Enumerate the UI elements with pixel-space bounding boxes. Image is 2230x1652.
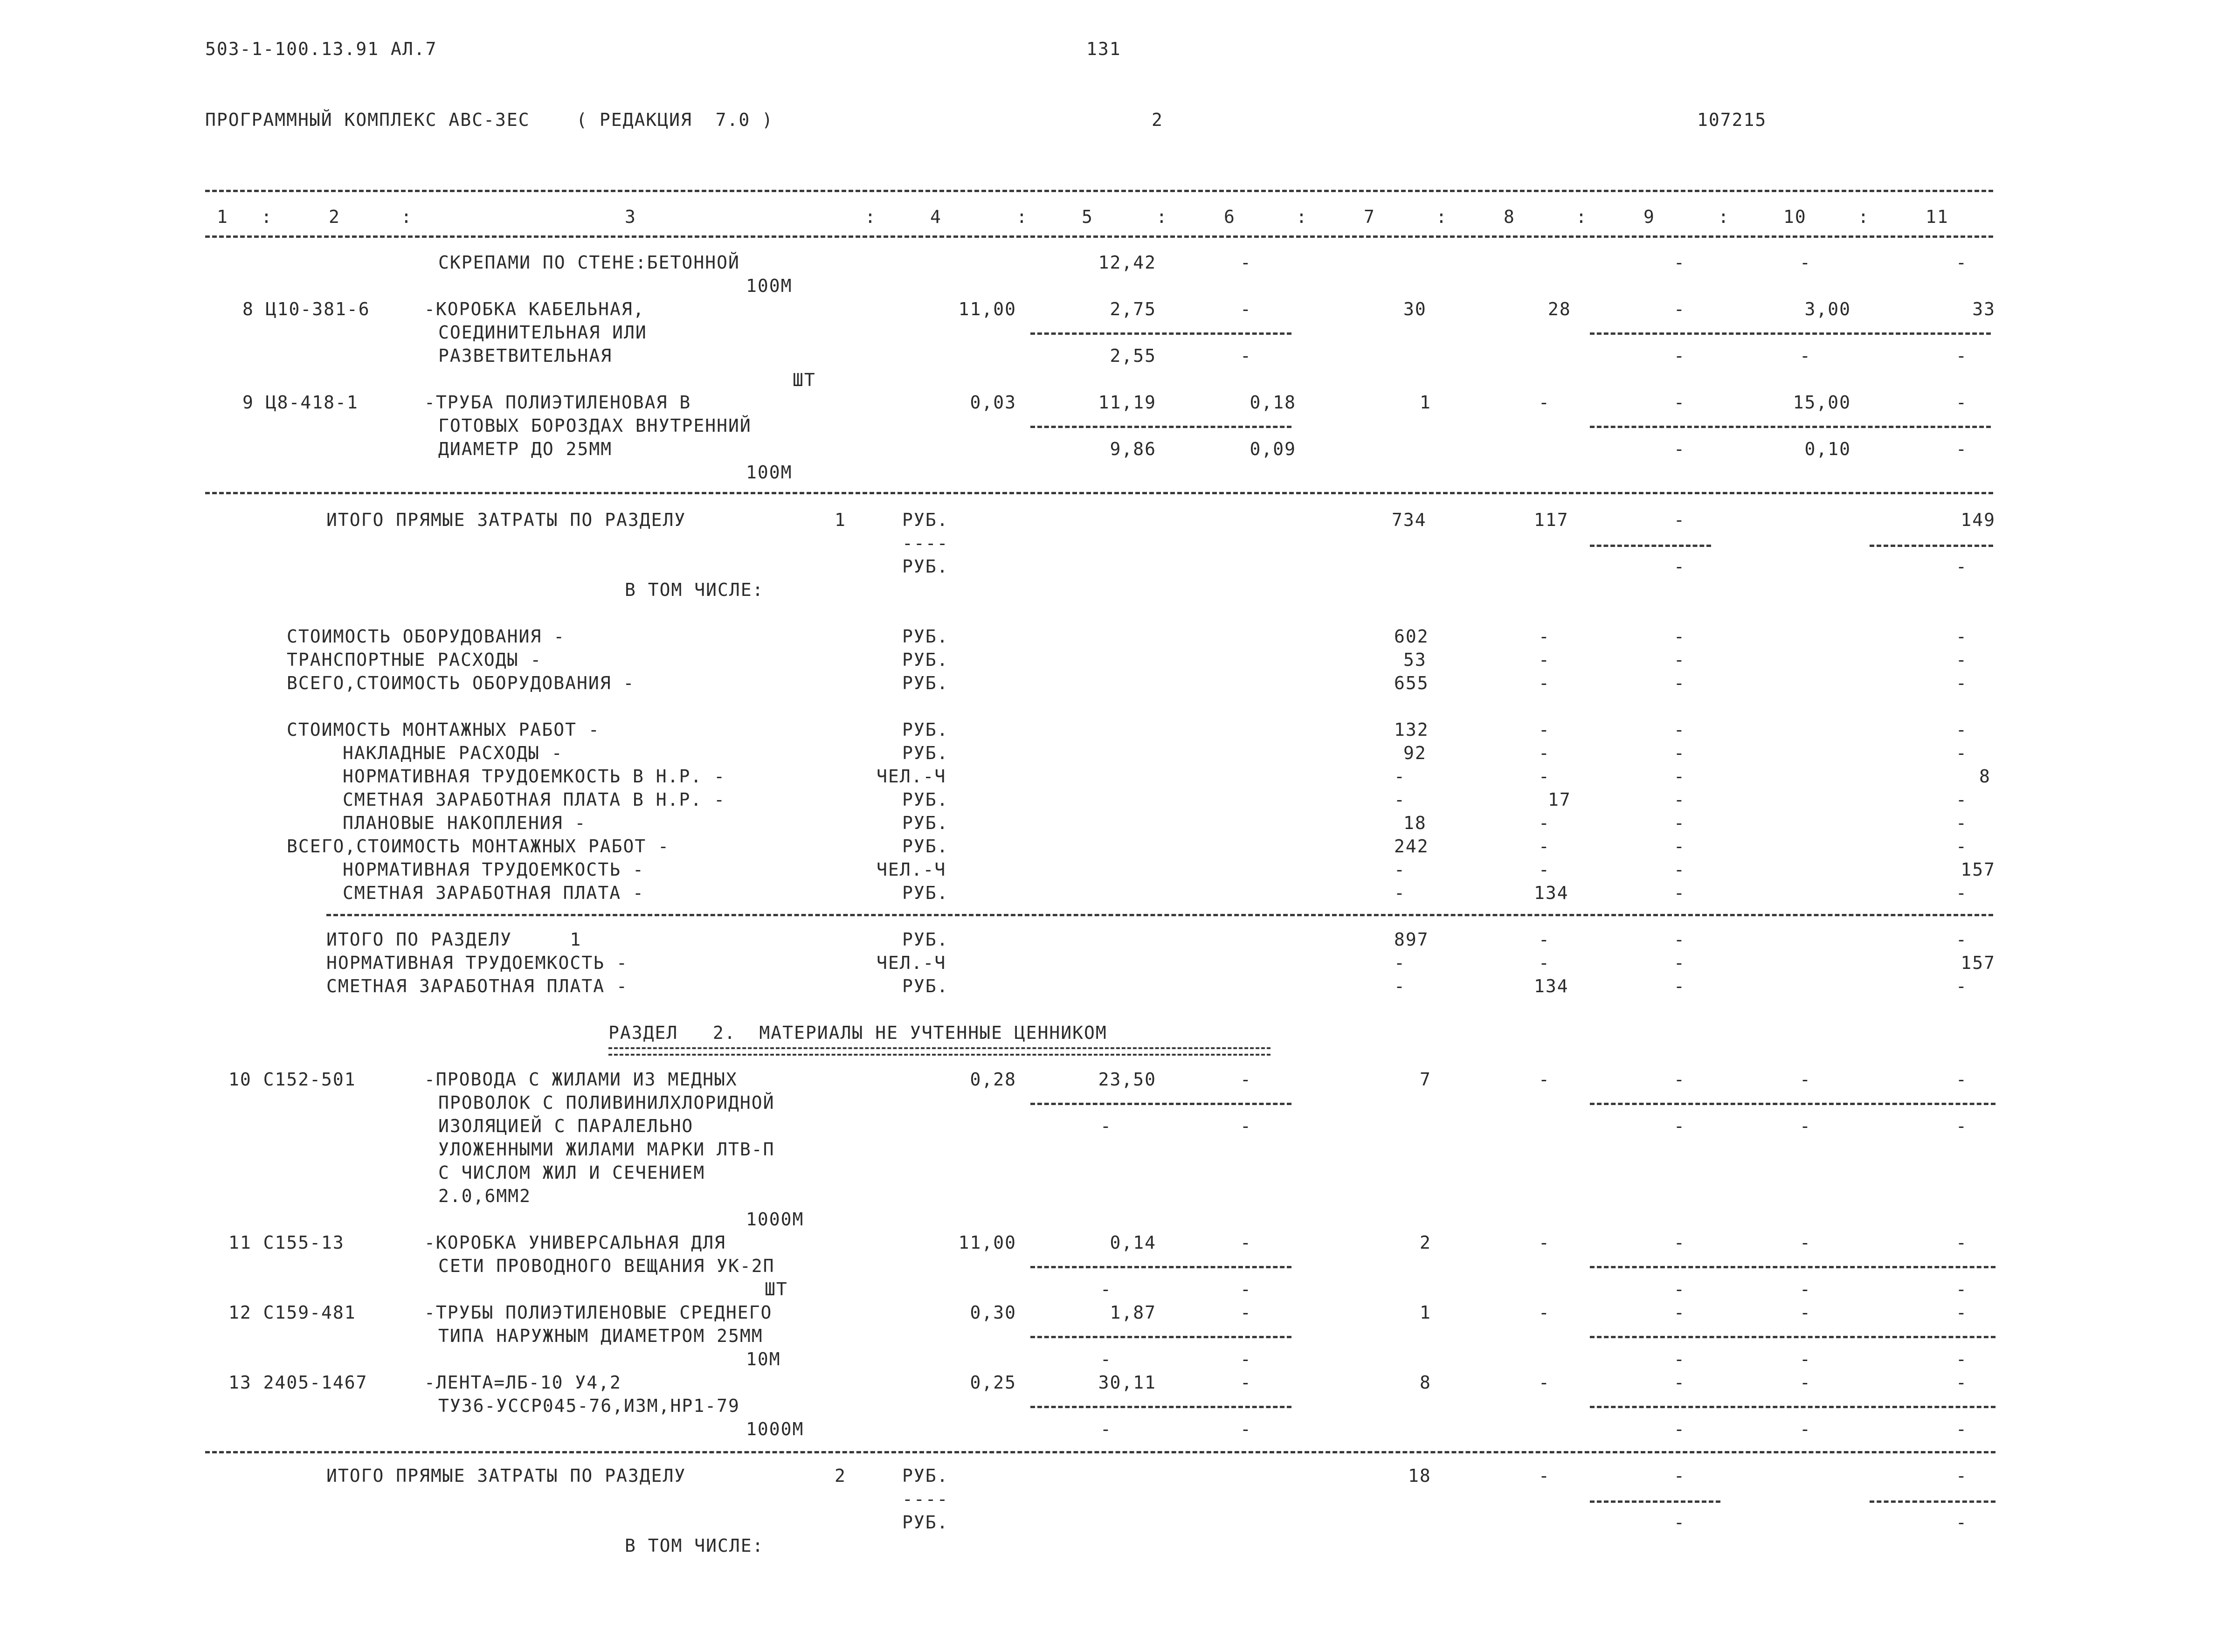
cell-col10: - bbox=[1800, 1419, 1811, 1439]
breakdown-label: ВСЕГО,СТОИМОСТЬ ОБОРУДОВАНИЯ - bbox=[287, 673, 635, 693]
cell-col8: - bbox=[1539, 953, 1550, 973]
cell-col9: - bbox=[1674, 953, 1685, 973]
column-number: 8 bbox=[1504, 207, 1515, 227]
estimate-code: 107215 bbox=[1697, 110, 1767, 130]
cell-col5: 0,14 bbox=[1110, 1232, 1156, 1253]
cell-col8: - bbox=[1539, 392, 1550, 413]
cell-col5: - bbox=[1100, 1279, 1112, 1299]
cell-col9: - bbox=[1674, 929, 1685, 950]
cell-col4: 0,28 bbox=[970, 1069, 1016, 1090]
column-separator: : bbox=[261, 207, 273, 227]
cell-col9: - bbox=[1674, 673, 1685, 693]
item-description: -ТРУБЫ ПОЛИЭТИЛЕНОВЫЕ СРЕДНЕГО bbox=[424, 1302, 773, 1323]
cell-col11: - bbox=[1956, 1232, 1968, 1253]
cell-col8: - bbox=[1539, 1302, 1550, 1323]
cell-col7: 30 bbox=[1403, 299, 1427, 319]
cell-col7: 1 bbox=[1420, 1302, 1431, 1323]
subtotal-rule bbox=[1590, 545, 1711, 547]
cell-col9: - bbox=[1674, 789, 1685, 810]
item-description: ИЗОЛЯЦИЕЙ С ПАРАЛЕЛЬНО bbox=[438, 1116, 694, 1136]
section-rule bbox=[326, 914, 1993, 916]
cell-col9: - bbox=[1674, 439, 1685, 459]
cell-col11: 149 bbox=[1961, 510, 1995, 530]
item-description: СКРЕПАМИ ПО СТЕНЕ:БЕТОННОЙ bbox=[438, 252, 740, 273]
cell-col9: - bbox=[1674, 743, 1685, 763]
item-number-code: 12 С159-481 bbox=[228, 1302, 356, 1323]
cell-col7: 18 bbox=[1403, 813, 1427, 833]
item-number-code: 10 С152-501 bbox=[228, 1069, 356, 1090]
column-number: 2 bbox=[329, 207, 340, 227]
cell-col9: - bbox=[1674, 813, 1685, 833]
cell-col10: - bbox=[1800, 1349, 1811, 1369]
column-separator: : bbox=[1858, 207, 1870, 227]
unit-label: РУБ. bbox=[902, 883, 949, 903]
breakdown-label: ВСЕГО,СТОИМОСТЬ МОНТАЖНЫХ РАБОТ - bbox=[287, 836, 670, 857]
unit-label: РУБ. bbox=[902, 1512, 949, 1533]
cell-col6: - bbox=[1240, 1349, 1252, 1369]
section-number: 2 bbox=[835, 1465, 846, 1486]
cell-col4: 0,03 bbox=[970, 392, 1016, 413]
cell-col11: - bbox=[1956, 1279, 1968, 1299]
cell-col9: - bbox=[1674, 1069, 1685, 1090]
column-number: 4 bbox=[930, 207, 942, 227]
cell-col10: - bbox=[1800, 1279, 1811, 1299]
cell-col6: - bbox=[1240, 299, 1252, 319]
item-unit: 10М bbox=[746, 1349, 781, 1369]
cell-col11: - bbox=[1956, 1372, 1968, 1393]
cell-col11: 157 bbox=[1961, 859, 1995, 880]
cell-col10: - bbox=[1800, 1302, 1811, 1323]
page-number: 131 bbox=[1086, 39, 1121, 59]
column-number: 1 bbox=[217, 207, 228, 227]
unit-label: РУБ. bbox=[902, 673, 949, 693]
subtotal-rule bbox=[1030, 1103, 1291, 1105]
column-separator: : bbox=[1436, 207, 1448, 227]
item-description: -ТРУБА ПОЛИЭТИЛЕНОВАЯ В bbox=[424, 392, 691, 413]
cell-col7: 602 bbox=[1394, 626, 1429, 647]
breakdown-label: ТРАНСПОРТНЫЕ РАСХОДЫ - bbox=[287, 650, 542, 670]
cell-col11: - bbox=[1956, 556, 1968, 577]
breakdown-label: СТОИМОСТЬ ОБОРУДОВАНИЯ - bbox=[287, 626, 566, 647]
unit-label: РУБ. bbox=[902, 556, 949, 577]
subtotal-rule bbox=[1590, 1336, 1995, 1338]
cell-col7: 655 bbox=[1394, 673, 1429, 693]
subtotal-rule bbox=[1590, 426, 1991, 428]
unit-label: РУБ. bbox=[902, 929, 949, 950]
item-description: СОЕДИНИТЕЛЬНАЯ ИЛИ bbox=[438, 322, 647, 343]
cell-col9: - bbox=[1674, 299, 1685, 319]
cell-col7: 897 bbox=[1394, 929, 1429, 950]
cell-col8: 134 bbox=[1534, 883, 1569, 903]
cell-col6: - bbox=[1240, 1279, 1252, 1299]
subtotal-rule bbox=[1590, 1406, 1995, 1408]
cell-col7: 92 bbox=[1403, 743, 1427, 763]
cell-col9: - bbox=[1674, 510, 1685, 530]
item-description: -КОРОБКА КАБЕЛЬНАЯ, bbox=[424, 299, 645, 319]
column-separator: : bbox=[1016, 207, 1028, 227]
cell-col8: 17 bbox=[1548, 789, 1571, 810]
item-number-code: 9 Ц8-418-1 bbox=[242, 392, 359, 413]
cell-col7: 7 bbox=[1420, 1069, 1431, 1090]
column-separator: : bbox=[401, 207, 413, 227]
cell-col9: - bbox=[1674, 650, 1685, 670]
item-description: ДИАМЕТР ДО 25ММ bbox=[438, 439, 613, 459]
cell-col7: 242 bbox=[1394, 836, 1429, 857]
column-number: 3 bbox=[625, 207, 636, 227]
cell-col7: 8 bbox=[1420, 1372, 1431, 1393]
cell-col11: - bbox=[1956, 1069, 1968, 1090]
cell-col6: - bbox=[1240, 252, 1252, 273]
unit-label: ЧЕЛ.-Ч bbox=[877, 859, 946, 880]
cell-col11: - bbox=[1956, 1419, 1968, 1439]
cell-col11: - bbox=[1956, 743, 1968, 763]
cell-col4: 11,00 bbox=[958, 299, 1016, 319]
item-description: СЕТИ ПРОВОДНОГО ВЕЩАНИЯ УК-2П bbox=[438, 1256, 775, 1276]
item-unit: 100М bbox=[746, 462, 793, 483]
subtotal-rule bbox=[1870, 1500, 1995, 1503]
cell-col11: - bbox=[1956, 789, 1968, 810]
cell-col8: - bbox=[1539, 1232, 1550, 1253]
cell-col7: - bbox=[1394, 766, 1406, 787]
cell-col4: 0,30 bbox=[970, 1302, 1016, 1323]
cell-col7: - bbox=[1394, 953, 1406, 973]
cell-col6: - bbox=[1240, 1372, 1252, 1393]
cell-col6: - bbox=[1240, 1069, 1252, 1090]
item-description: 2.0,6ММ2 bbox=[438, 1186, 532, 1206]
cell-col9: - bbox=[1674, 859, 1685, 880]
cell-col7: - bbox=[1394, 789, 1406, 810]
cell-col10: - bbox=[1800, 252, 1811, 273]
cell-col8: - bbox=[1539, 650, 1550, 670]
cell-col11: - bbox=[1956, 626, 1968, 647]
cell-col11: - bbox=[1956, 346, 1968, 366]
cell-col7: 18 bbox=[1408, 1465, 1431, 1486]
total-label: СМЕТНАЯ ЗАРАБОТНАЯ ПЛАТА - bbox=[326, 976, 628, 996]
unit-label: РУБ. bbox=[902, 1465, 949, 1486]
column-separator: : bbox=[1296, 207, 1308, 227]
column-number: 6 bbox=[1224, 207, 1236, 227]
breakdown-label: СМЕТНАЯ ЗАРАБОТНАЯ ПЛАТА В Н.Р. - bbox=[343, 789, 725, 810]
column-number: 5 bbox=[1082, 207, 1093, 227]
cell-col9: - bbox=[1674, 556, 1685, 577]
cell-col9: - bbox=[1674, 1232, 1685, 1253]
section-number: 1 bbox=[835, 510, 846, 530]
column-separator: : bbox=[1718, 207, 1730, 227]
item-description: -ЛЕНТА=ЛБ-10 У4,2 bbox=[424, 1372, 621, 1393]
cell-col11: - bbox=[1956, 252, 1968, 273]
cell-col9: - bbox=[1674, 1512, 1685, 1533]
cell-col5: 2,55 bbox=[1110, 346, 1156, 366]
cell-col9: - bbox=[1674, 346, 1685, 366]
total-label: ИТОГО ПРЯМЫЕ ЗАТРАТЫ ПО РАЗДЕЛУ bbox=[326, 1465, 686, 1486]
cell-col7: - bbox=[1394, 976, 1406, 996]
cell-col10: 15,00 bbox=[1793, 392, 1851, 413]
cell-col7: 1 bbox=[1420, 392, 1431, 413]
section-title: РАЗДЕЛ 2. МАТЕРИАЛЫ НЕ УЧТЕННЫЕ ЦЕННИКОМ bbox=[608, 1023, 1107, 1043]
unit-label: РУБ. bbox=[902, 743, 949, 763]
breakdown-label: НАКЛАДНЫЕ РАСХОДЫ - bbox=[343, 743, 563, 763]
cell-col11: - bbox=[1956, 1349, 1968, 1369]
cell-col9: - bbox=[1674, 1116, 1685, 1136]
item-description: -ПРОВОДА С ЖИЛАМИ ИЗ МЕДНЫХ bbox=[424, 1069, 738, 1090]
section-rule bbox=[205, 492, 1993, 494]
cell-col8: 28 bbox=[1548, 299, 1571, 319]
unit-label: ЧЕЛ.-Ч bbox=[877, 766, 946, 787]
cell-col11: 8 bbox=[1979, 766, 1991, 787]
unit-label: РУБ. bbox=[902, 650, 949, 670]
item-description: ТИПА НАРУЖНЫМ ДИАМЕТРОМ 25ММ bbox=[438, 1326, 763, 1346]
cell-col8: - bbox=[1539, 1069, 1550, 1090]
cell-col7: 2 bbox=[1420, 1232, 1431, 1253]
unit-label: РУБ. bbox=[902, 510, 949, 530]
cell-col4: 11,00 bbox=[958, 1232, 1016, 1253]
unit-label: РУБ. bbox=[902, 976, 949, 996]
unit-label: РУБ. bbox=[902, 789, 949, 810]
cell-col5: 30,11 bbox=[1098, 1372, 1156, 1393]
cell-col11: - bbox=[1956, 836, 1968, 857]
cell-col8: - bbox=[1539, 813, 1550, 833]
cell-col8: - bbox=[1539, 719, 1550, 740]
column-number: 11 bbox=[1926, 207, 1949, 227]
total-label: ИТОГО ПРЯМЫЕ ЗАТРАТЫ ПО РАЗДЕЛУ bbox=[326, 510, 686, 530]
cell-col8: 134 bbox=[1534, 976, 1569, 996]
unit-label: РУБ. bbox=[902, 719, 949, 740]
column-number: 9 bbox=[1643, 207, 1655, 227]
breakdown-label: СТОИМОСТЬ МОНТАЖНЫХ РАБОТ - bbox=[287, 719, 600, 740]
item-number-code: 11 С155-13 bbox=[228, 1232, 345, 1253]
cell-col8: - bbox=[1539, 929, 1550, 950]
cell-col8: - bbox=[1539, 626, 1550, 647]
cell-col10: - bbox=[1800, 346, 1811, 366]
section-rule bbox=[205, 1451, 1995, 1453]
column-number: 10 bbox=[1783, 207, 1807, 227]
breakdown-label: НОРМАТИВНАЯ ТРУДОЕМКОСТЬ В Н.Р. - bbox=[343, 766, 725, 787]
cell-col7: - bbox=[1394, 859, 1406, 880]
cell-col11: - bbox=[1956, 1116, 1968, 1136]
cell-col11: - bbox=[1956, 813, 1968, 833]
cell-col11: 33 bbox=[1972, 299, 1995, 319]
breakdown-label: ПЛАНОВЫЕ НАКОПЛЕНИЯ - bbox=[343, 813, 587, 833]
cell-col9: - bbox=[1674, 766, 1685, 787]
column-separator: : bbox=[1576, 207, 1588, 227]
cell-col5: 12,42 bbox=[1098, 252, 1156, 273]
item-unit: 1000М bbox=[746, 1209, 804, 1230]
cell-col9: - bbox=[1674, 392, 1685, 413]
subtotal-rule bbox=[1590, 1500, 1720, 1503]
unit-label: РУБ. bbox=[902, 836, 949, 857]
cell-col6: 0,09 bbox=[1250, 439, 1296, 459]
cell-col5: 23,50 bbox=[1098, 1069, 1156, 1090]
breakdown-label: НОРМАТИВНАЯ ТРУДОЕМКОСТЬ - bbox=[343, 859, 644, 880]
program-title: ПРОГРАММНЫЙ КОМПЛЕКС АВС-3ЕС ( РЕДАКЦИЯ 7.0 ) bbox=[205, 110, 774, 130]
cell-col10: - bbox=[1800, 1116, 1811, 1136]
item-description: ПРОВОЛОК С ПОЛИВИНИЛХЛОРИДНОЙ bbox=[438, 1092, 775, 1113]
item-description: РАЗВЕТВИТЕЛЬНАЯ bbox=[438, 346, 613, 366]
cell-col5: 2,75 bbox=[1110, 299, 1156, 319]
cell-col7: 132 bbox=[1394, 719, 1429, 740]
cell-col8: - bbox=[1539, 1372, 1550, 1393]
cell-col9: - bbox=[1674, 252, 1685, 273]
item-number-code: 13 2405-1467 bbox=[228, 1372, 368, 1393]
cell-col11: - bbox=[1956, 1302, 1968, 1323]
cell-col10: 0,10 bbox=[1804, 439, 1851, 459]
table-top-rule bbox=[205, 190, 1993, 192]
cell-col11: 157 bbox=[1961, 953, 1995, 973]
unit-rule: ---- bbox=[902, 1489, 949, 1509]
cell-col6: - bbox=[1240, 346, 1252, 366]
item-description: ТУ36-УССР045-76,ИЗМ,НР1-79 bbox=[438, 1396, 740, 1416]
subtotal-rule bbox=[1590, 1103, 1995, 1105]
item-description: УЛОЖЕННЫМИ ЖИЛАМИ МАРКИ ЛТВ-П bbox=[438, 1139, 775, 1160]
cell-col9: - bbox=[1674, 836, 1685, 857]
unit-label: ЧЕЛ.-Ч bbox=[877, 953, 946, 973]
cell-col11: - bbox=[1956, 883, 1968, 903]
cell-col9: - bbox=[1674, 719, 1685, 740]
cell-col6: 0,18 bbox=[1250, 392, 1296, 413]
item-unit: ШТ bbox=[765, 1279, 788, 1299]
including-heading: В ТОМ ЧИСЛЕ: bbox=[625, 580, 764, 600]
cell-col11: - bbox=[1956, 1512, 1968, 1533]
cell-col11: - bbox=[1956, 650, 1968, 670]
column-separator: : bbox=[865, 207, 877, 227]
cell-col8: 117 bbox=[1534, 510, 1569, 530]
column-number: 7 bbox=[1364, 207, 1375, 227]
cell-col6: - bbox=[1240, 1116, 1252, 1136]
total-label: НОРМАТИВНАЯ ТРУДОЕМКОСТЬ - bbox=[326, 953, 628, 973]
cell-col7: 734 bbox=[1392, 510, 1427, 530]
cell-col9: - bbox=[1674, 1302, 1685, 1323]
cell-col8: - bbox=[1539, 1465, 1550, 1486]
section-title-underline bbox=[608, 1047, 1270, 1056]
cell-col11: - bbox=[1956, 392, 1968, 413]
item-description: ГОТОВЫХ БОРОЗДАХ ВНУТРЕННИЙ bbox=[438, 415, 752, 436]
column-separator: : bbox=[1156, 207, 1168, 227]
cell-col5: 1,87 bbox=[1110, 1302, 1156, 1323]
document-code: 503-1-100.13.91 АЛ.7 bbox=[205, 39, 437, 59]
unit-label: РУБ. bbox=[902, 626, 949, 647]
item-description: -КОРОБКА УНИВЕРСАЛЬНАЯ ДЛЯ bbox=[424, 1232, 726, 1253]
cell-col5: - bbox=[1100, 1349, 1112, 1369]
item-unit: 100М bbox=[746, 276, 793, 296]
cell-col10: - bbox=[1800, 1372, 1811, 1393]
cell-col6: - bbox=[1240, 1302, 1252, 1323]
item-number-code: 8 Ц10-381-6 bbox=[242, 299, 370, 319]
subtotal-rule bbox=[1590, 1266, 1995, 1268]
cell-col9: - bbox=[1674, 1349, 1685, 1369]
cell-col8: - bbox=[1539, 743, 1550, 763]
cell-col8: - bbox=[1539, 836, 1550, 857]
subtotal-rule bbox=[1030, 1336, 1291, 1338]
item-description: С ЧИСЛОМ ЖИЛ И СЕЧЕНИЕМ bbox=[438, 1162, 705, 1183]
item-unit: 1000М bbox=[746, 1419, 804, 1439]
cell-col11: - bbox=[1956, 439, 1968, 459]
cell-col11: - bbox=[1956, 1465, 1968, 1486]
cell-col11: - bbox=[1956, 976, 1968, 996]
cell-col11: - bbox=[1956, 929, 1968, 950]
unit-rule: ---- bbox=[902, 533, 949, 553]
cell-col9: - bbox=[1674, 1372, 1685, 1393]
including-heading: В ТОМ ЧИСЛЕ: bbox=[625, 1535, 764, 1556]
cell-col10: - bbox=[1800, 1069, 1811, 1090]
unit-label: РУБ. bbox=[902, 813, 949, 833]
cell-col9: - bbox=[1674, 1419, 1685, 1439]
subtotal-rule bbox=[1870, 545, 1993, 547]
cell-col5: - bbox=[1100, 1116, 1112, 1136]
subtotal-rule bbox=[1030, 1406, 1291, 1408]
cell-col9: - bbox=[1674, 1279, 1685, 1299]
subtotal-rule bbox=[1030, 426, 1291, 428]
table-header-rule bbox=[205, 235, 1993, 238]
cell-col9: - bbox=[1674, 626, 1685, 647]
cell-col11: - bbox=[1956, 719, 1968, 740]
subtotal-rule bbox=[1590, 332, 1991, 335]
cell-col6: - bbox=[1240, 1232, 1252, 1253]
subtotal-rule bbox=[1030, 1266, 1291, 1268]
cell-col8: - bbox=[1539, 673, 1550, 693]
cell-col5: 11,19 bbox=[1098, 392, 1156, 413]
cell-col9: - bbox=[1674, 883, 1685, 903]
cell-col5: 9,86 bbox=[1110, 439, 1156, 459]
subtotal-rule bbox=[1030, 332, 1291, 335]
cell-col7: - bbox=[1394, 883, 1406, 903]
cell-col9: - bbox=[1674, 1465, 1685, 1486]
cell-col8: - bbox=[1539, 859, 1550, 880]
sheet-number: 2 bbox=[1152, 110, 1163, 130]
cell-col4: 0,25 bbox=[970, 1372, 1016, 1393]
item-unit: ШТ bbox=[793, 370, 816, 390]
total-label: ИТОГО ПО РАЗДЕЛУ 1 bbox=[326, 929, 582, 950]
cell-col8: - bbox=[1539, 766, 1550, 787]
cell-col9: - bbox=[1674, 976, 1685, 996]
cell-col5: - bbox=[1100, 1419, 1112, 1439]
cell-col10: 3,00 bbox=[1804, 299, 1851, 319]
breakdown-label: СМЕТНАЯ ЗАРАБОТНАЯ ПЛАТА - bbox=[343, 883, 644, 903]
cell-col6: - bbox=[1240, 1419, 1252, 1439]
cell-col7: 53 bbox=[1403, 650, 1427, 670]
cell-col10: - bbox=[1800, 1232, 1811, 1253]
cell-col11: - bbox=[1956, 673, 1968, 693]
